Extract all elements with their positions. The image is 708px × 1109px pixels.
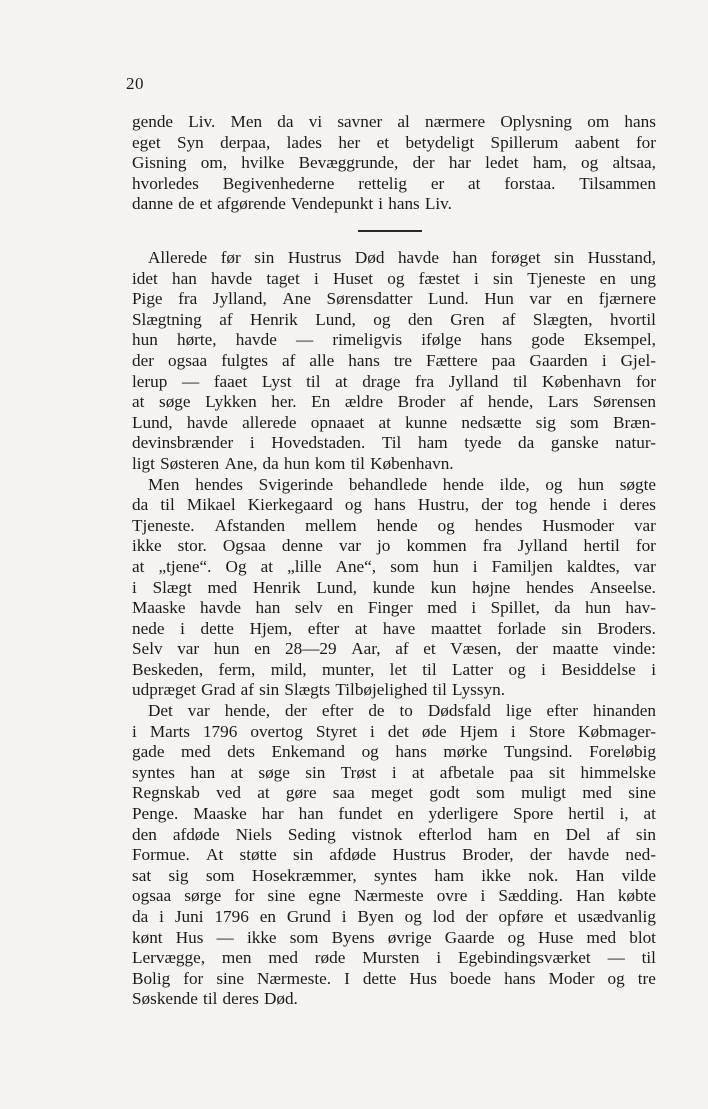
text-line: Tjeneste. Afstanden mellem hende og hendes Husmoder var xyxy=(132,515,656,535)
section-2-text xyxy=(132,248,656,1010)
text-line: ogsaa sørge for sine egne Nærmeste ovre i Sædding. Han købte xyxy=(132,886,656,906)
text-line: danne de et afgørende Vendepunkt i hans Liv. xyxy=(132,194,452,214)
text-line: nede i dette Hjem, efter at have maattet forlade sin Broders. xyxy=(132,618,656,638)
text-line: Søskende til deres Død. xyxy=(132,989,298,1009)
text-line: Men hendes Svigerinde behandlede hende ilde, og hun søgte xyxy=(148,474,656,494)
text-line: der ogsaa fulgtes af alle hans tre Fættere paa Gaarden i Gjel- xyxy=(132,350,656,370)
text-line: kønt Hus — ikke som Byens øvrige Gaarde og Huse med blot xyxy=(132,927,656,947)
text-line: Bolig for sine Nærmeste. I dette Hus boede hans Moder og tre xyxy=(132,968,656,988)
section-divider xyxy=(358,230,422,232)
text-line: Allerede før sin Hustrus Død havde han forøget sin Husstand, xyxy=(148,248,656,267)
section-1-text xyxy=(132,112,656,215)
text-line: hun hørte, havde — rimeligvis ifølge hans gode Eksempel, xyxy=(132,330,656,350)
text-line: eget Syn derpaa, lades her et betydeligt Spillerum aabent for xyxy=(132,132,656,152)
text-line: Slægtning af Henrik Lund, og den Gren af Slægten, hvortil xyxy=(132,309,656,329)
text-line: Beskeden, ferm, mild, munter, let til Latter og i Besiddelse i xyxy=(132,659,656,679)
text-line: den afdøde Niels Seding vistnok efterlod ham en Del af sin xyxy=(132,824,656,844)
text-line: da til Mikael Kierkegaard og hans Hustru, der tog hende i deres xyxy=(132,495,656,515)
text-line: idet han havde taget i Huset og fæstet i sin Tjeneste en ung xyxy=(132,268,656,288)
text-line: Lervægge, men med røde Mursten i Egebindingsværket — til xyxy=(132,948,656,968)
text-line: Lund, havde allerede opnaaet at kunne nedsætte sig som Bræn- xyxy=(132,412,656,432)
text-line: ikke stor. Ogsaa denne var jo kommen fra Jylland hertil for xyxy=(132,536,656,556)
text-line: Det var hende, der efter de to Dødsfald lige efter hinanden xyxy=(148,701,656,721)
text-line: sat sig som Hosekræmmer, syntes ham ikke nok. Han vilde xyxy=(132,865,656,885)
text-line: udpræget Grad af sin Slægts Tilbøjelighed til Lyssyn. xyxy=(132,680,506,700)
page-number: 20 xyxy=(126,74,144,93)
text-line: gende Liv. Men da vi savner al nærmere Oplysning om hans xyxy=(132,112,656,131)
text-line: devinsbrænder i Hovedstaden. Til ham tyede da ganske natur- xyxy=(132,433,656,453)
text-line: hvorledes Begivenhederne rettelig er at forstaa. Tilsammen xyxy=(132,173,656,193)
text-line: Pige fra Jylland, Ane Sørensdatter Lund. Hun var en fjærnere xyxy=(132,289,656,309)
text-line: da i Juni 1796 en Grund i Byen og lod der opføre et usædvanlig xyxy=(132,907,656,926)
text-line: Penge. Maaske har han fundet en yderligere Spore hertil i, at xyxy=(132,804,656,824)
text-line: at „tjene“. Og at „lille Ane“, som hun i Familjen kaldtes, var xyxy=(132,556,656,576)
text-line: Regnskab ved at gøre saa meget godt som muligt med sine xyxy=(132,783,656,803)
text-line: at søge Lykken her. En ældre Broder af hende, Lars Sørensen xyxy=(132,392,656,412)
text-line: i Marts 1796 overtog Styret i det øde Hjem i Store Købmager- xyxy=(132,721,656,741)
text-line: Maaske havde han selv en Finger med i Spillet, da hun hav- xyxy=(132,598,656,618)
text-line: Formue. At støtte sin afdøde Hustrus Broder, der havde ned- xyxy=(132,845,656,865)
text-line: ligt Søsteren Ane, da hun kom til København. xyxy=(132,453,454,473)
text-line: Selv var hun en 28—29 Aar, af et Væsen, der maatte vinde: xyxy=(132,639,656,659)
text-line: syntes han at søge sin Trøst i at afbetale paa sit himmelske xyxy=(132,762,656,782)
text-line: gade med dets Enkemand og hans mørke Tungsind. Foreløbig xyxy=(132,742,656,762)
text-line: lerup — faaet Lyst til at drage fra Jylland til København for xyxy=(132,371,656,391)
text-line: Gisning om, hvilke Bevæggrunde, der har ledet ham, og altsaa, xyxy=(132,153,656,173)
text-line: i Slægt med Henrik Lund, kunde kun højne hendes Anseelse. xyxy=(132,577,656,597)
